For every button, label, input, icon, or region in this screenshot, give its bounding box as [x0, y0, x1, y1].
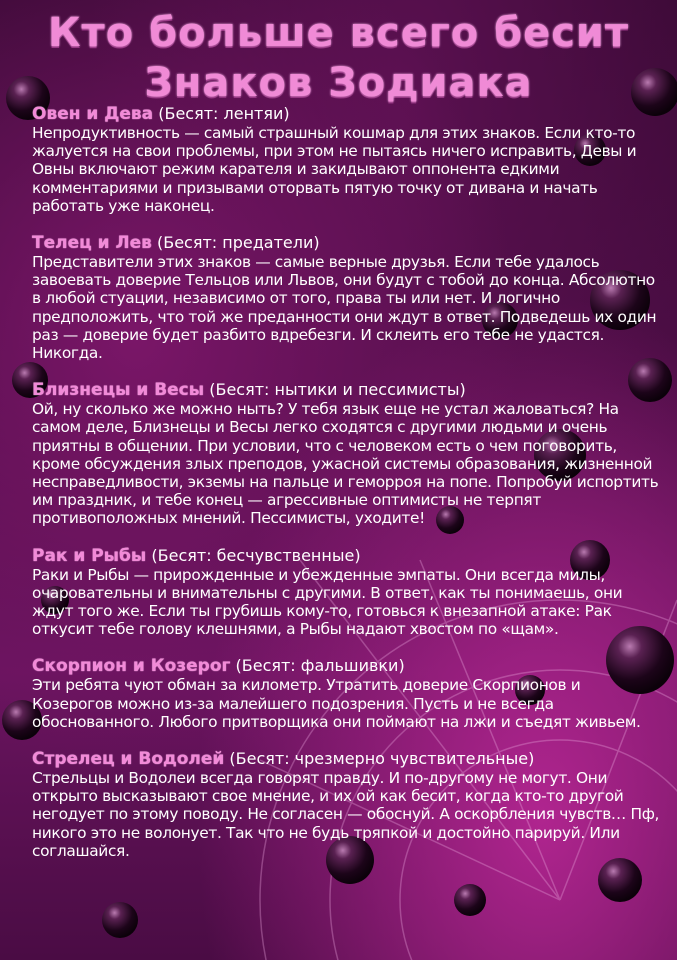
section-heading [32, 546, 664, 566]
section-trigger: (Бесят: фальшивки) [235, 656, 405, 676]
section-signs: Овен и Дева [32, 104, 154, 124]
section-text: Раки и Рыбы — прирожденные и убежденные эмпаты. Они всегда милы, очаровательны и внимательны с другими. В ответ, как ты понимаешь, они ждут того же. Если ты грубишь кому-то, готовься к внезапной атаке: Рак откусит тебе голову клешнями, а Рыбы надают хвостом по «щам». [32, 565, 623, 639]
page-title [0, 8, 677, 108]
section-trigger: (Бесят: лентяи) [158, 104, 290, 123]
section-heading [32, 233, 664, 253]
section-trigger: (Бесят: бесчувственные) [151, 545, 361, 565]
section-signs: Стрелец и Водолей [32, 749, 225, 770]
section-taurus-leo [32, 233, 664, 362]
sphere [454, 884, 486, 916]
title-line-1: Кто больше всего бесит [47, 10, 630, 56]
section-trigger: (Бесят: чрезмерно чувствительные) [229, 749, 535, 769]
section-signs: Рак и Рыбы [32, 545, 147, 566]
section-signs: Телец и Лев [32, 233, 152, 254]
section-sagittarius-aquarius [32, 749, 664, 860]
section-heading [32, 104, 664, 124]
sphere [102, 902, 138, 938]
zodiac-sections [32, 104, 664, 878]
section-text: Непродуктивность — самый страшный кошмар для этих знаков. Если кто-то жалуется на свои проблемы, при этом не пытаясь ничего исправить, Девы и Овны включают режим карателя и закидывают оппонента едкими комментариями и призывами оторвать пятую точку от дивана и начать работать уже наконец. [32, 124, 637, 215]
section-signs: Близнецы и Весы [32, 380, 205, 401]
section-text: Стрельцы и Водолеи всегда говорят правду. И по-другому не могут. Они открыто высказывают свое мнение, и их ой как бесит, когда кто-то другой негодует по этому поводу. Не согласен — обоснуй. А оскорбления чувств… Пф, никого это не волонует. Так что не будь тряпкой и достойно парируй. Или соглашайся. [32, 769, 660, 860]
section-text: Ой, ну сколько же можно ныть? У тебя язык еще не устал жаловаться? На самом деле, Близнецы и Весы легко сходятся с другими людьми и очень приятны в общении. При условии, что с человеком есть о чем поговорить, кроме обсуждения злых преподов, ужасной системы образования, жизненной несправедливости, экземы на пальце и геморроя на попе. Попробуй испортить им праздник, и тебе конец — агрессивные оптимисты не терпят противоположных мнений. Пессимисты, уходите! [32, 400, 659, 528]
section-cancer-pisces [32, 546, 664, 639]
section-heading [32, 380, 664, 400]
section-scorpio-capricorn [32, 656, 664, 731]
title-line-2: Знаков Зодиака [144, 60, 533, 106]
section-text: Эти ребята чуют обман за километр. Утратить доверие Скорпионов и Козерогов можно из-за малейшего подозрения. Пусть и не всегда обоснованного. Любого притворщика они поймают на лжи и съедят живьем. [32, 676, 641, 731]
section-heading [32, 656, 664, 676]
section-text: Представители этих знаков — самые верные друзья. Если тебе удалось завоевать доверие Тельцов или Львов, они будут с тобой до конца. Абсолютно в любой стуации, независимо от того, права ты или нет. И логично предположить, что той же преданности они ждут в ответ. Подведешь их один раз — доверие будет разбито вдребезги. И склеить его тебе не удастся. Никогда. [32, 253, 657, 363]
section-trigger: (Бесят: предатели) [156, 233, 320, 253]
section-trigger: (Бесят: нытики и пессимисты) [209, 380, 466, 400]
section-heading [32, 749, 664, 769]
section-signs: Скорпион и Козерог [32, 656, 231, 677]
section-gemini-libra [32, 380, 664, 527]
section-aries-virgo [32, 104, 664, 215]
